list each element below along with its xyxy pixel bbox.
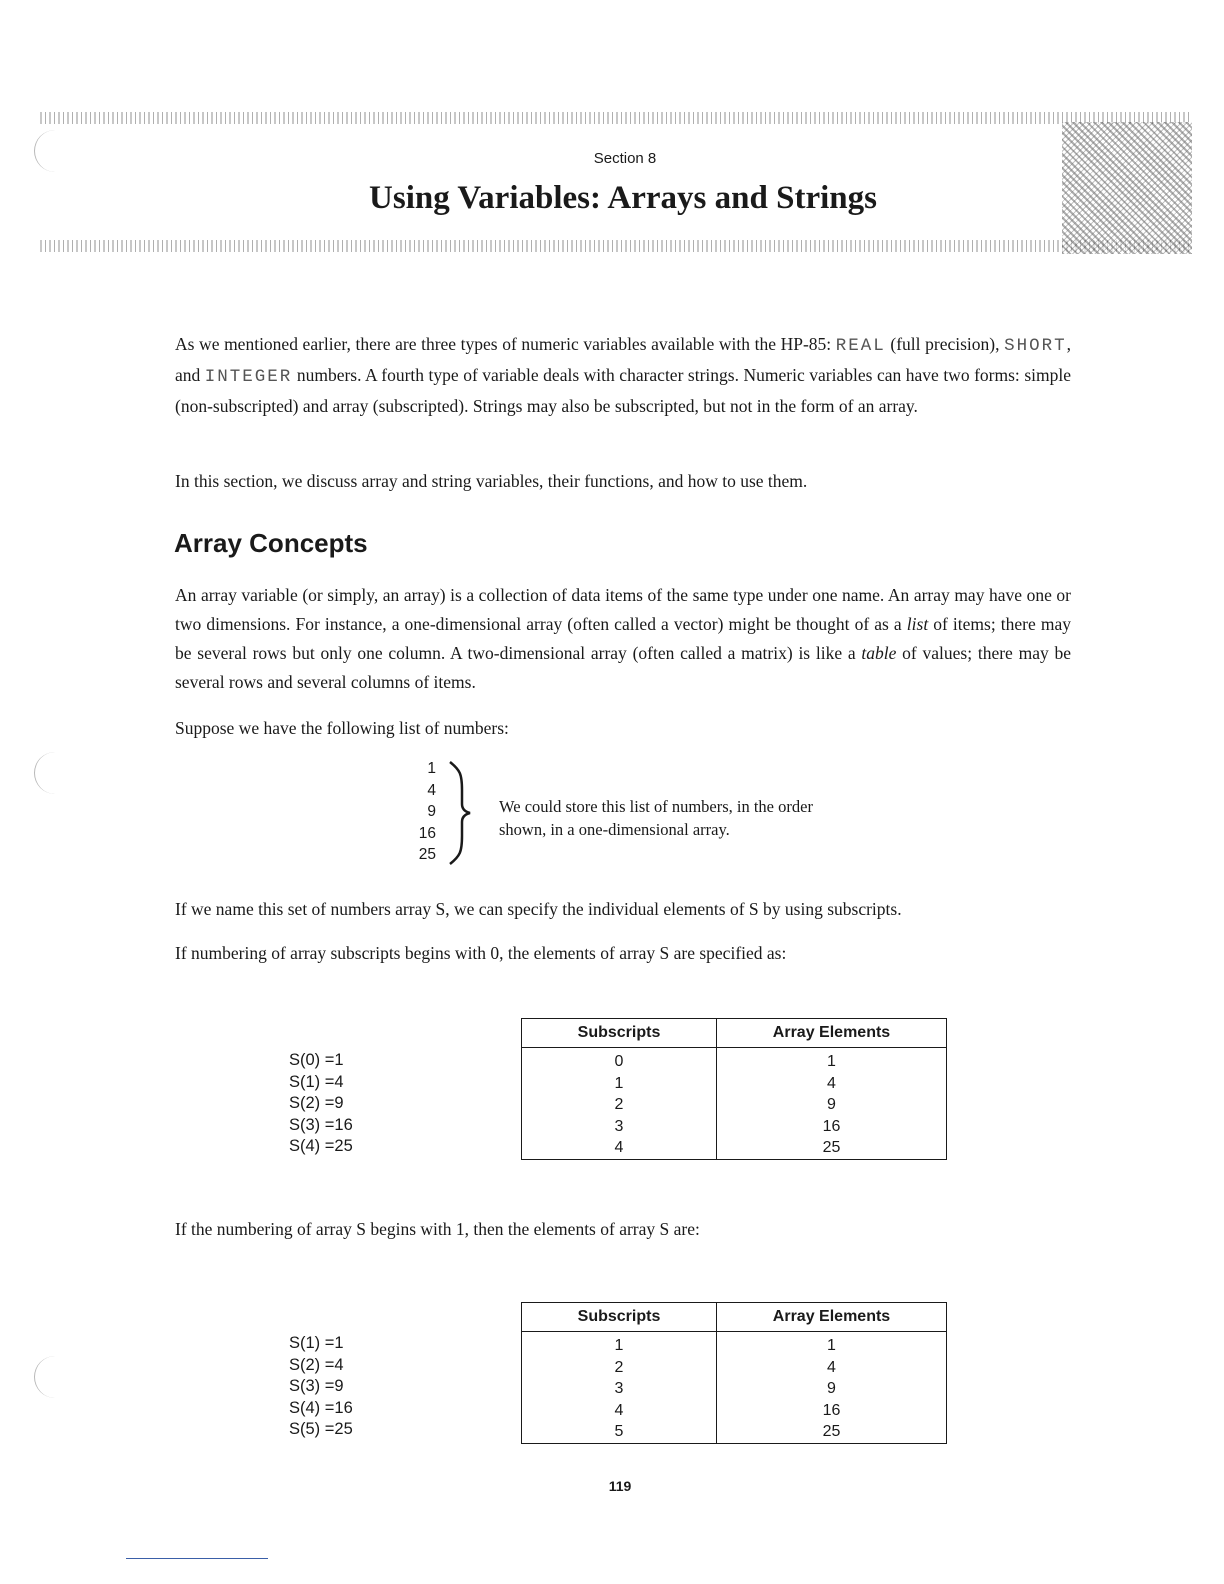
section-label: Section 8 [593,150,657,167]
section-heading: Array Concepts [174,528,368,558]
punch-hole-mark [34,1356,57,1398]
table-cell: 9 [717,1094,947,1116]
assignment-item: S(4) =25 [289,1137,353,1155]
table-row [522,1378,947,1400]
table-cell: 0 [522,1048,717,1073]
table-cell: 25 [717,1421,947,1443]
intro-text: (full precision), [885,334,1005,354]
list-item: 16 [418,824,436,842]
punch-hole-mark [34,752,57,794]
intro-text: , and [175,334,1071,385]
assignment-item: S(2) =4 [289,1355,344,1374]
table-cell: 16 [717,1116,947,1138]
table-row [522,1137,947,1159]
emphasis-list: list [906,614,929,634]
table-row [522,1357,947,1379]
table-cell: 4 [717,1357,947,1379]
table-row [522,1116,947,1138]
body-text: of values; there may be several rows and several columns of items. [175,643,1071,692]
assignment-item: S(3) =9 [289,1377,344,1395]
list-item: 1 [427,760,436,777]
column-header: Subscripts [522,1019,717,1048]
header-texture-band-top [40,112,1192,124]
right-brace-icon [446,760,476,866]
number-list [400,758,436,866]
subscripts-paragraph: If we name this set of numbers array S, we can specify the individual elements of S by using subscripts. [175,899,902,919]
intro-paragraph-2: In this section, we discuss array and string variables, their functions, and how to use them. [175,471,808,491]
keyword-short: SHORT [1004,336,1067,356]
table-row [522,1048,947,1073]
table-row [522,1421,947,1443]
table-cell: 5 [522,1421,717,1443]
subscripts-table-one-based [521,1302,947,1444]
table-cell: 4 [522,1400,717,1422]
body-text: of items; there may be several rows but only one column. A two-dimensional array (often called a matrix) is like a [175,614,1071,663]
table-row [522,1332,947,1357]
assignment-list-one-based [289,1333,353,1441]
assignment-item: S(5) =25 [289,1420,353,1438]
brace-note: We could store this list of numbers, in the order shown, in a one-dimensional array. [499,797,813,839]
table-cell: 4 [522,1137,717,1159]
subscripts-table-zero-based [521,1018,947,1160]
assignment-item: S(0) =1 [289,1051,344,1069]
header-texture-band-bottom [40,240,1192,252]
table-cell: 1 [522,1332,717,1357]
table-cell: 1 [717,1048,947,1073]
assignment-item: S(1) =4 [289,1072,344,1091]
table-cell: 1 [522,1073,717,1095]
column-header: Array Elements [717,1019,947,1048]
intro-text: As we mentioned earlier, there are three types of numeric variables available with the HP-85: [175,334,836,354]
suppose-paragraph: Suppose we have the following list of numbers: [175,718,509,738]
emphasis-table: table [861,643,897,663]
list-item: 4 [427,781,436,799]
keyword-integer: INTEGER [204,367,293,387]
table-cell: 16 [717,1400,947,1422]
one-based-paragraph: If the numbering of array S begins with 1, then the elements of array S are: [175,1219,700,1239]
list-item: 9 [427,803,436,820]
footer-rule [126,1558,268,1559]
table-cell: 25 [717,1137,947,1159]
table-cell: 2 [522,1094,717,1116]
table-cell: 3 [522,1116,717,1138]
array-definition-paragraph [175,581,1071,697]
assignment-item: S(1) =1 [289,1334,344,1352]
table-row [522,1094,947,1116]
table-cell: 9 [717,1378,947,1400]
table-row [522,1400,947,1422]
list-item: 25 [418,846,436,863]
assignment-item: S(3) =16 [289,1115,353,1134]
intro-paragraph [175,330,1071,421]
table-cell: 4 [717,1073,947,1095]
zero-based-paragraph: If numbering of array subscripts begins with 0, the elements of array S are specified as: [175,943,787,963]
assignment-item: S(4) =16 [289,1398,353,1417]
keyword-real: REAL [835,336,886,356]
column-header: Subscripts [522,1303,717,1332]
page-number: 119 [608,1478,632,1494]
column-header: Array Elements [717,1303,947,1332]
table-cell: 3 [522,1378,717,1400]
page-title: Using Variables: Arrays and Strings [369,180,877,216]
assignment-item: S(2) =9 [289,1094,344,1112]
body-text: An array variable (or simply, an array) is a collection of data items of the same type under one name. An array may have one or two dimensions. For instance, a one-dimensional array (often called a vector) might be thought of as a [175,585,1071,634]
assignment-list-zero-based [289,1050,353,1158]
table-row [522,1073,947,1095]
table-cell: 2 [522,1357,717,1379]
table-cell: 1 [717,1332,947,1357]
intro-text: numbers. A fourth type of variable deals with character strings. Numeric variables can have two forms: simple (non-subscripted) and array (subscripted). Strings may also be subscripted, but not in the form of an array. [175,365,1071,416]
